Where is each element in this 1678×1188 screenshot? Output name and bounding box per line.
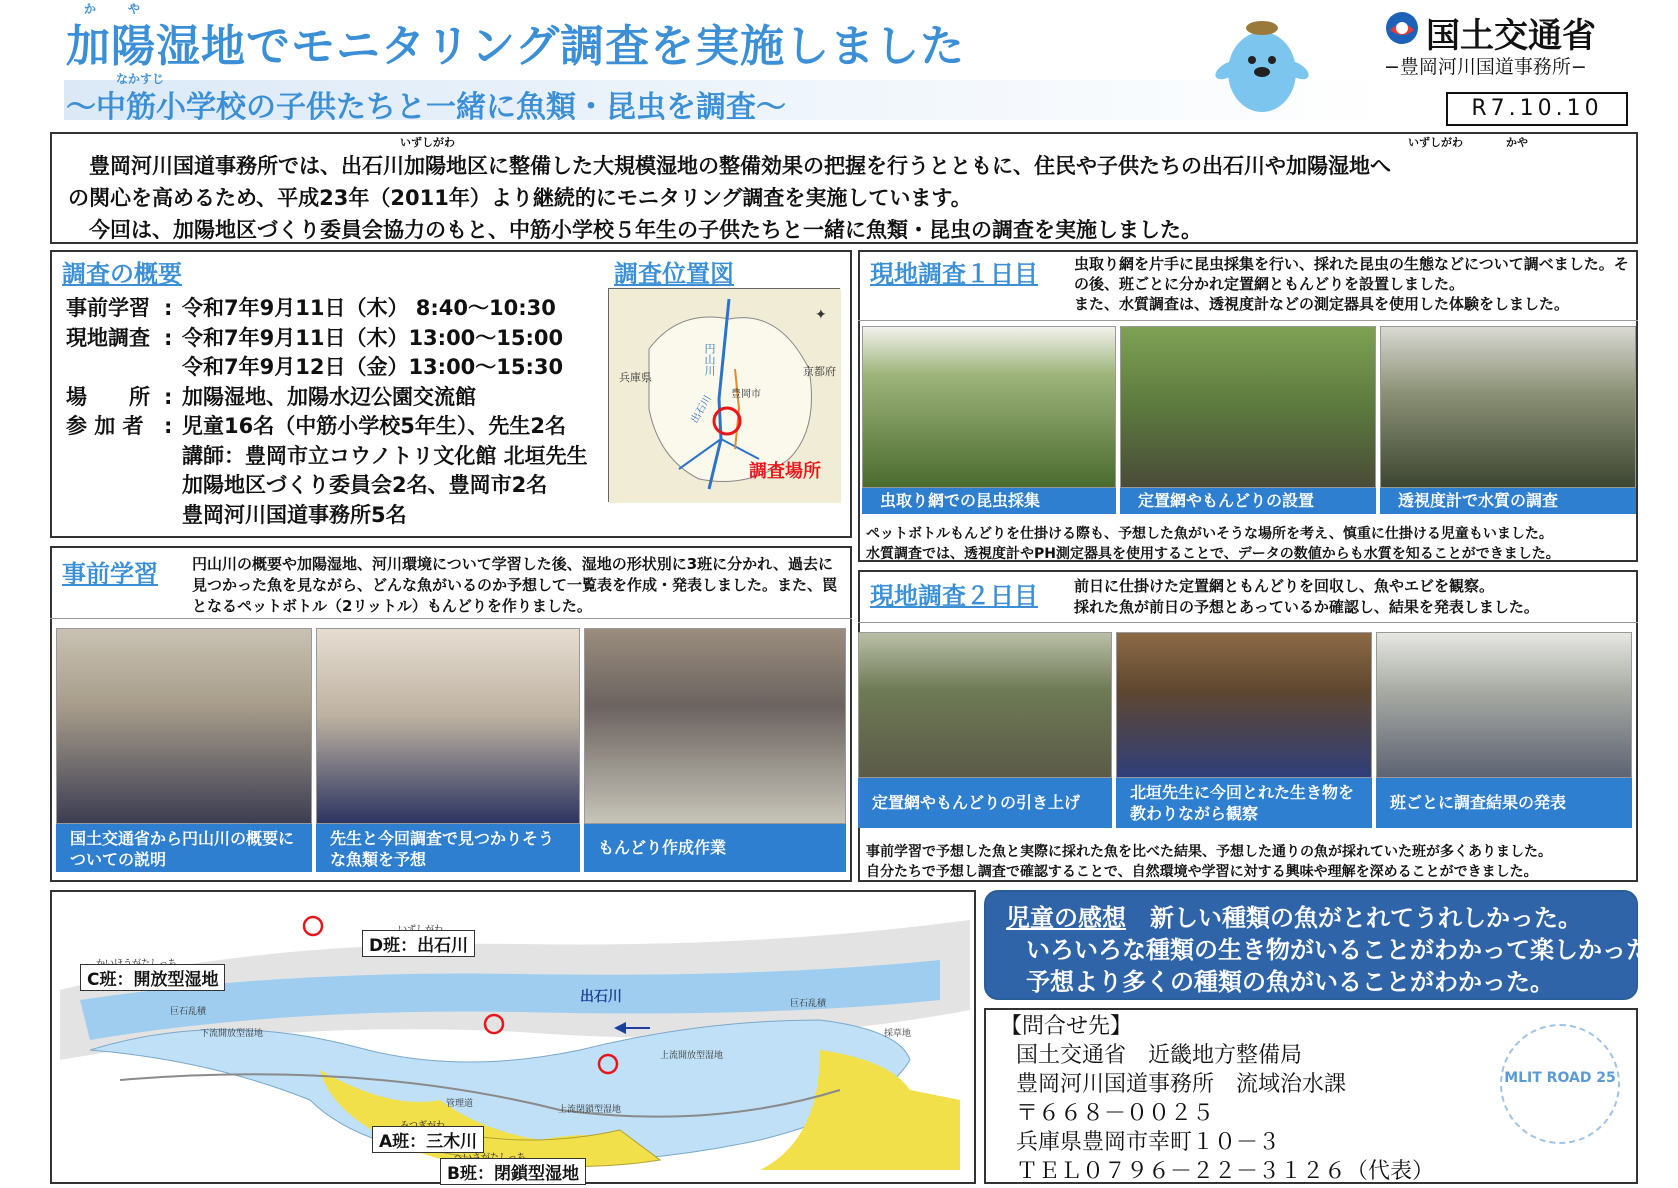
impressions-line2: いろいろな種類の生き物がいることがわかって楽しかった。: [1026, 936, 1674, 964]
site-label-a: A班：三木川: [372, 1126, 484, 1153]
day2-text: [1074, 576, 1630, 618]
subtitle-ruby: なかすじ: [116, 72, 165, 86]
ministry-name: 国土交通省: [1426, 16, 1596, 56]
title-ruby-ka: か: [84, 2, 97, 16]
map-label-toyooka: 豊岡市: [731, 389, 761, 400]
day2-note2: 自分たちで予想し調査で確認することで、自然環境や学習に対する興味や理解を深めることができました。: [866, 864, 1538, 880]
overview-row: [66, 353, 588, 383]
overview-value: 令和7年9月11日（木）13:00〜15:00: [182, 325, 564, 350]
compass-icon: ✦: [815, 307, 827, 323]
page-subtitle: 〜中筋小学校の子供たちと一緒に魚類・昆虫を調査〜: [66, 90, 786, 125]
site-label-closed: 上流閉鎖型湿地: [558, 1105, 622, 1115]
overview-row: [66, 471, 588, 501]
overview-value: 令和7年9月11日（木） 8:40〜10:30: [182, 296, 556, 320]
issue-date: R7.10.10: [1446, 92, 1628, 126]
overview-row: [66, 501, 588, 531]
intro-ruby-kaya: かや: [1506, 136, 1528, 149]
overview-key: 参 加 者: [66, 414, 144, 438]
photo-caption: 班ごとに調査結果の発表: [1376, 778, 1632, 828]
overview-row: [66, 442, 588, 472]
intro-ruby-izushigawa: いずしがわ: [400, 136, 455, 149]
overview-table: [66, 294, 588, 530]
overview-key: [66, 471, 164, 501]
site-label-kasen2: 巨石乱積: [790, 999, 827, 1009]
divider: [858, 622, 1638, 623]
day2-text1: 前日に仕掛けた定置網ともんどりを回収し、魚やエビを観察。: [1074, 577, 1495, 595]
page-title: 加陽湿地でモニタリング調査を実施しました: [66, 21, 966, 72]
overview-row: 事前学習 : 令和7年9月11日（木） 8:40〜10:30: [66, 294, 588, 324]
contact-zip: 〒６６８－００２５: [1016, 1101, 1215, 1126]
day1-text1: 虫取り網を片手に昆虫採集を行い、採れた昆虫の生態などについて調べました。その後、班ごとに分かれ定置網ともんどりを設置しました。: [1074, 255, 1629, 293]
overview-value: 加陽地区づくり委員会2名、豊岡市2名: [182, 473, 548, 497]
overview-row: 参 加 者 : 児童16名（中筋小学校5年生）、先生2名: [66, 412, 588, 442]
title-ruby-ya: や: [128, 2, 141, 16]
divider: [50, 618, 852, 619]
overview-heading: 調査の概要: [62, 260, 182, 288]
day1-note2: 水質調査では、透視度計やPH測定器具を使用することで、データの数値からも水質を知ることができました。: [866, 546, 1560, 562]
map-heading: 調査位置図: [614, 260, 734, 288]
intro-line3: 今回は、加陽地区づくり委員会協力のもと、中筋小学校５年生の子供たちと一緒に魚類・昆虫の調査を実施しました。: [89, 218, 1202, 242]
contact-info: [1000, 1012, 1434, 1186]
overview-value: 講師：豊岡市立コウノトリ文化館 北垣先生: [182, 443, 588, 468]
impressions-text: [1006, 902, 1674, 998]
overview-value: 加陽湿地、加陽水辺公園交流館: [182, 384, 476, 409]
site-label-up: 上流開放型湿地: [660, 1051, 724, 1061]
map-label-hyogo: 兵庫県: [619, 371, 652, 384]
day1-note: [866, 524, 1636, 564]
photo-caption: 透視度計で水質の調査: [1380, 488, 1636, 514]
day1-heading: 現地調査１日目: [870, 260, 1038, 288]
overview-value: 令和7年9月12日（金）13:00〜15:30: [182, 355, 564, 379]
contact-dept: 豊岡河川国道事務所 流域治水課: [1016, 1072, 1347, 1097]
impressions-line1: 新しい種類の魚がとれてうれしかった。: [1150, 904, 1582, 932]
intro-ruby-izushigawa2: いずしがわ: [1408, 136, 1463, 149]
photo-water-quality: [1380, 326, 1636, 488]
overview-row: 場 所 : 加陽湿地、加陽水辺公園交流館: [66, 383, 588, 413]
impressions-line3: 予想より多くの種類の魚がいることがわかった。: [1026, 968, 1554, 996]
impressions-label: 児童の感想: [1006, 904, 1126, 932]
intro-box: [50, 132, 1638, 244]
photo-mondori-making: [584, 628, 846, 824]
photo-presentation: [1376, 632, 1632, 778]
divider: [858, 320, 1638, 321]
photo-net-retrieval: [858, 632, 1112, 778]
site-label-down: 下流開放型湿地: [200, 1029, 264, 1039]
photo-caption: 虫取り網での昆虫採集: [862, 488, 1116, 514]
overview-key: [66, 442, 164, 472]
contact-address: 兵庫県豊岡市幸町１０－３: [1016, 1130, 1281, 1155]
photo-caption: 定置網やもんどりの引き上げ: [858, 778, 1112, 828]
photo-observation: [1116, 632, 1372, 778]
photo-caption: 北垣先生に今回とれた生き物を教わりながら観察: [1116, 778, 1372, 828]
intro-line2: の関心を高めるため、平成23年（2011年）より継続的にモニタリング調査を実施しています。: [68, 186, 972, 210]
site-label-b: B班：閉鎖型湿地: [440, 1158, 586, 1185]
map-label-izushi: 出石川: [689, 393, 714, 426]
photo-fish-prediction: [316, 628, 580, 824]
photo-insect-catching: [862, 326, 1116, 488]
site-label-d: D班：出石川: [362, 930, 475, 957]
overview-key: 事前学習: [66, 296, 150, 320]
location-map: [608, 288, 840, 502]
office-name: −豊岡河川国道事務所−: [1384, 56, 1587, 78]
day2-note1: 事前学習で予想した魚と実際に採れた魚を比べた結果、予想した通りの魚が採れていた班が多くありました。: [866, 844, 1552, 860]
contact-heading: 【問合せ先】: [1000, 1014, 1133, 1039]
overview-key: [66, 501, 164, 531]
map-label-kyoto: 京都府: [803, 365, 836, 378]
day2-text2: 採れた魚が前日の予想とあっているか確認し、結果を発表しました。: [1074, 598, 1539, 616]
contact-tel: ＴＥＬ０７９６－２２－３１２６（代表）: [1016, 1159, 1435, 1184]
site-label-saido: 採草地: [884, 1029, 912, 1039]
mlit-road-25-logo: MLIT ROAD 25: [1500, 1024, 1620, 1144]
photo-caption: 定置網やもんどりの設置: [1120, 488, 1376, 514]
overview-value: 豊岡河川国道事務所5名: [182, 502, 407, 527]
mascot-icon: [1200, 6, 1320, 126]
photo-net-setting: [1120, 326, 1376, 488]
pre-study-text: 円山川の概要や加陽湿地、河川環境について学習した後、湿地の形状別に3班に分かれ、過去に見つかった魚を見ながら、どんな魚がいるのか予想して一覧表を作成・発表しました。また、罠となるペットボトル（2リットル）もんどりを作りました。: [192, 555, 838, 615]
photo-caption: 先生と今回調査で見つかりそうな魚類を予想: [316, 824, 580, 872]
day1-note1: ペットボトルもんどりを仕掛ける際も、予想した魚がいそうな場所を考え、慎重に仕掛ける児童もいました。: [866, 526, 1553, 542]
overview-value: 児童16名（中筋小学校5年生）、先生2名: [182, 414, 566, 438]
ministry-logo-icon: [1384, 10, 1420, 46]
site-map: [60, 900, 970, 1180]
day2-heading: 現地調査２日目: [870, 582, 1038, 610]
photo-caption: 国土交通省から円山川の概要についての説明: [56, 824, 312, 872]
overview-key: [66, 353, 164, 383]
day1-text: [1074, 254, 1630, 314]
site-label-kanri: 管理道: [446, 1099, 474, 1109]
map-label-maruyama: 円山川: [703, 343, 716, 376]
contact-org: 国土交通省 近畿地方整備局: [1016, 1043, 1303, 1068]
overview-key: 現地調査: [66, 325, 150, 350]
pre-study-heading: 事前学習: [62, 560, 158, 588]
photo-caption: もんどり作成作業: [584, 824, 846, 872]
overview-row: 現地調査 : 令和7年9月11日（木）13:00〜15:00: [66, 324, 588, 354]
site-label-kasen: 巨石乱積: [170, 1007, 207, 1017]
map-label-site: 調査場所: [749, 461, 821, 482]
day2-note: [866, 842, 1636, 882]
photo-classroom-explanation: [56, 628, 312, 824]
day1-text2: また、水質調査は、透視度計などの測定器具を使用した体験をしました。: [1074, 295, 1570, 313]
overview-key: 場 所: [66, 384, 150, 409]
site-label-river: 出石川: [580, 989, 622, 1005]
intro-line1: 豊岡河川国道事務所では、出石川加陽地区に整備した大規模湿地の整備効果の把握を行うとともに、住民や子供たちの出石川や加陽湿地へ: [89, 154, 1391, 178]
site-label-c: C班：開放型湿地: [80, 964, 225, 991]
